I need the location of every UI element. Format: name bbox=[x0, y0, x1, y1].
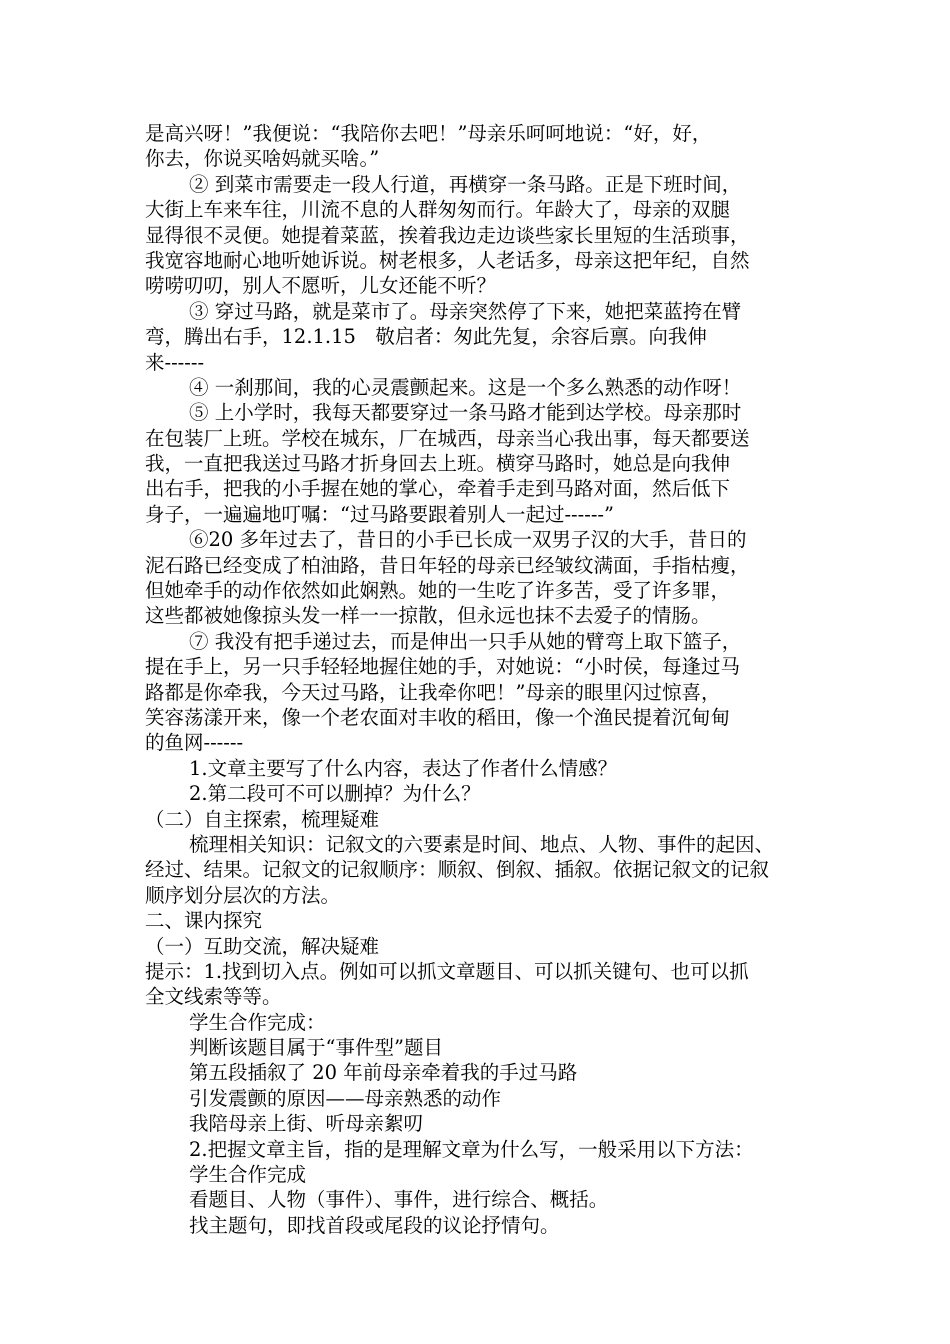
text-line: 是高兴呀！”我便说：“我陪你去吧！”母亲乐呵呵地说：“好，好， bbox=[145, 122, 712, 145]
text-line: 我陪母亲上街、听母亲絮叨 bbox=[189, 1112, 424, 1136]
text-line: （二）自主探索，梳理疑难 bbox=[145, 807, 380, 831]
text-line: 笑容荡漾开来，像一个老农面对丰收的稻田，像一个渔民提着沉甸甸 bbox=[145, 705, 731, 729]
text-line: 2.第二段可不可以删掉？为什么？ bbox=[189, 782, 481, 806]
document-body-text bbox=[145, 121, 807, 1238]
text-line: 经过、结果。记叙文的记叙顺序：顺叙、倒叙、插叙。依据记叙文的记叙 bbox=[145, 858, 770, 882]
text-line: 提示：1.找到切入点。例如可以抓文章题目、可以抓关键句、也可以抓 bbox=[145, 959, 749, 983]
text-line: 梳理相关知识：记叙文的六要素是时间、地点、人物、事件的起因、 bbox=[189, 832, 775, 856]
text-line: 二、课内探究 bbox=[145, 909, 263, 933]
text-line: 路都是你牵我，今天过马路，让我牵你吧！”母亲的眼里闪过惊喜， bbox=[145, 680, 721, 704]
text-line: 出右手，把我的小手握在她的掌心，牵着手走到马路对面，然后低下 bbox=[145, 477, 731, 501]
text-line: 我，一直把我送过马路才折身回去上班。横穿马路时，她总是向我伸 bbox=[145, 452, 731, 476]
text-line: ⑦ 我没有把手递过去，而是伸出一只手从她的臂弯上取下篮子， bbox=[189, 629, 742, 653]
text-line: 1.文章主要写了什么内容，表达了作者什么情感？ bbox=[189, 756, 618, 780]
text-line: 我宽容地耐心地听她诉说。树老根多，人老话多，母亲这把年纪，自然 bbox=[145, 248, 750, 272]
text-line: 学生合作完成： bbox=[189, 1010, 326, 1034]
text-line: 显得很不灵便。她提着菜蓝，挨着我边走边谈些家长里短的生活琐事， bbox=[145, 223, 750, 247]
text-line: 全文线索等等。 bbox=[145, 985, 282, 1009]
text-line: 你去，你说买啥妈就买啥。” bbox=[145, 147, 380, 171]
text-line: ② 到菜市需要走一段人行道，再横穿一条马路。正是下班时间， bbox=[189, 172, 742, 196]
text-line: 身子，一遍遍地叮嘱：“过马路要跟着别人一起过------” bbox=[145, 502, 614, 526]
text-line: 大街上车来车往，川流不息的人群匆匆而行。年龄大了，母亲的双腿 bbox=[145, 198, 731, 222]
text-line: 判断该题目属于“事件型”题目 bbox=[189, 1036, 443, 1060]
text-line: 顺序划分层次的方法。 bbox=[145, 883, 341, 907]
text-line: （一）互助交流，解决疑难 bbox=[145, 934, 380, 958]
text-line: ③ 穿过马路，就是菜市了。母亲突然停了下来，她把菜蓝挎在臂 bbox=[189, 299, 742, 323]
text-line: 提在手上，另一只手轻轻地握住她的手，对她说：“小时侯，每逢过马 bbox=[145, 655, 740, 679]
text-line: 泥石路已经变成了柏油路，昔日年轻的母亲已经皱纹满面，手指枯瘦， bbox=[145, 553, 750, 577]
text-line: 但她牵手的动作依然如此娴熟。她的一生吃了许多苦，受了许多罪， bbox=[145, 579, 731, 603]
text-line: ⑤ 上小学时，我每天都要穿过一条马路才能到达学校。母亲那时 bbox=[189, 401, 742, 425]
text-line: 来------ bbox=[145, 350, 205, 374]
text-line: 第五段插叙了 20 年前母亲牵着我的手过马路 bbox=[189, 1061, 578, 1085]
text-line: 的鱼网------ bbox=[145, 731, 244, 755]
text-line: ⑥20 多年过去了，昔日的小手已长成一双男子汉的大手，昔日的 bbox=[189, 528, 747, 552]
text-line: ④ 一刹那间，我的心灵震颤起来。这是一个多么熟悉的动作呀！ bbox=[189, 375, 742, 399]
text-line: 看题目、人物（事件）、事件，进行综合、概括。 bbox=[189, 1188, 609, 1212]
text-line: 这些都被她像掠头发一样一一掠散，但永远也抹不去爱子的情肠。 bbox=[145, 604, 711, 628]
text-line: 2.把握文章主旨，指的是理解文章为什么写，一般采用以下方法： bbox=[189, 1137, 754, 1161]
text-line: 学生合作完成 bbox=[189, 1163, 307, 1187]
text-line: 弯，腾出右手，12.1.15 敬启者：匆此先复，余容后禀。向我伸 bbox=[145, 325, 707, 349]
text-line: 引发震颤的原因——母亲熟悉的动作 bbox=[189, 1086, 502, 1110]
text-line: 找主题句，即找首段或尾段的议论抒情句。 bbox=[189, 1213, 560, 1237]
text-line: 在包装厂上班。学校在城东，厂在城西，母亲当心我出事，每天都要送 bbox=[145, 426, 750, 450]
text-line: 唠唠叨叨，别人不愿听，儿女还能不听？ bbox=[145, 274, 497, 298]
